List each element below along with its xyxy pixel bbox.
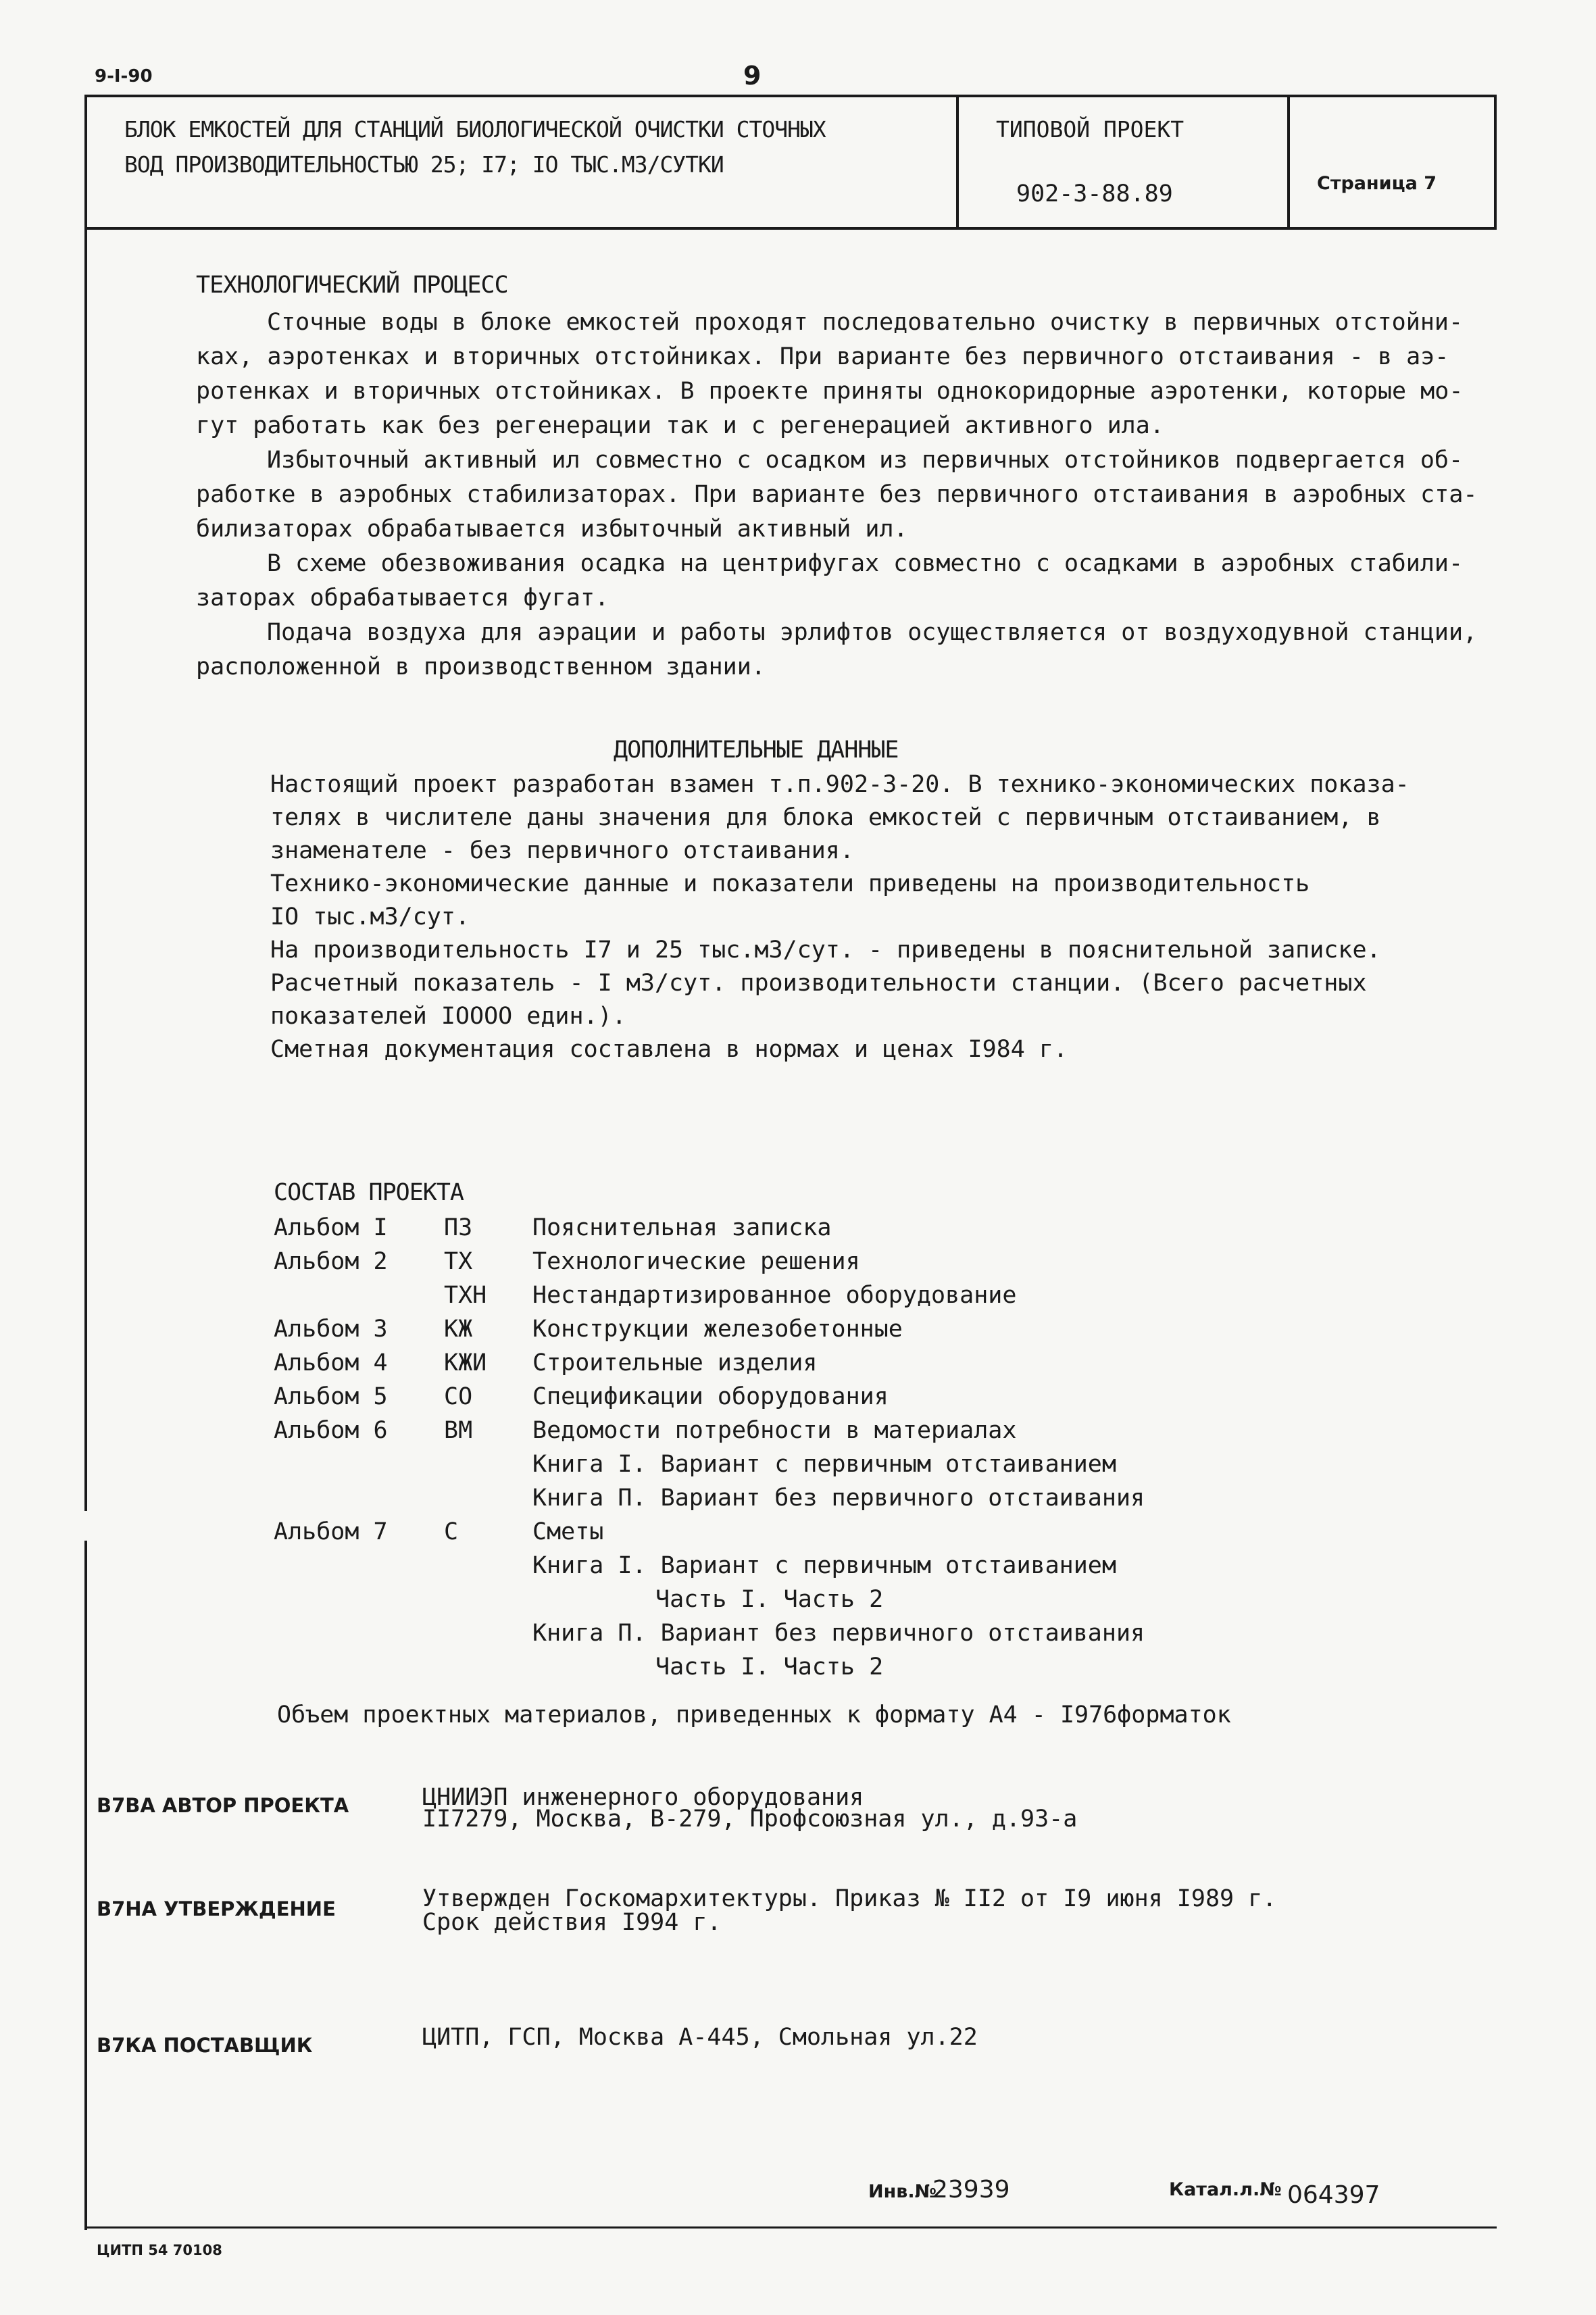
album-description: Книга П. Вариант без первичного отстаивания <box>532 1620 1145 1647</box>
album-description: Пояснительная записка <box>532 1214 832 1241</box>
title-line-2: ВОД ПРОИЗВОДИТЕЛЬНОСТЬЮ 25; I7; IO ТЫС.М3/СУТКИ <box>124 151 724 178</box>
frame-left-line <box>84 227 87 1511</box>
text-line: Сточные воды в блоке емкостей проходят последовательно очистку в первичных отстойни- <box>267 309 1464 336</box>
inventory-number: 23939 <box>932 2176 1010 2204</box>
page-label: Страница 7 <box>1317 173 1437 194</box>
tech-process-text <box>196 305 1477 684</box>
album-code: КЖ <box>444 1316 473 1343</box>
album-code: ТХН <box>444 1282 487 1309</box>
album-description: Книга П. Вариант без первичного отстаивания <box>532 1485 1145 1512</box>
text-line: показателей IOOOO един.). <box>270 1003 626 1030</box>
text-line: ротенках и вторичных отстойниках. В проекте приняты однокоридорные аэротенки, которые мо- <box>196 378 1464 405</box>
text-line: Настоящий проект разработан взамен т.п.902-3-20. В технико-экономических показа- <box>270 771 1410 798</box>
text-line: IO тыс.м3/сут. <box>270 903 470 930</box>
text-line: На производительность I7 и 25 тыс.м3/сут. - приведены в пояснительной записке. <box>270 937 1381 964</box>
album-description: Конструкции железобетонные <box>532 1316 903 1343</box>
album-description: Строительные изделия <box>532 1349 818 1376</box>
album-name: Альбом I <box>274 1214 388 1241</box>
text-line: Избыточный активный ил совместно с осадком из первичных отстойников подвергается об- <box>267 447 1464 474</box>
text-line: знаменателе - без первичного отстаивания. <box>270 837 854 864</box>
text-line: билизаторах обрабатывается избыточный активный ил. <box>196 516 908 543</box>
author-label: В7ВА АВТОР ПРОЕКТА <box>97 1794 349 1817</box>
album-name: Альбом 6 <box>274 1417 388 1444</box>
inventory-label: Инв.№ <box>868 2181 937 2202</box>
volume-line: Объем проектных материалов, приведенных к формату А4 - I976форматок <box>277 1701 1231 1728</box>
album-name: Альбом 5 <box>274 1383 388 1410</box>
project-number: 902-3-88.89 <box>1016 180 1173 207</box>
text-line: ках, аэротенках и вторичных отстойниках. При варианте без первичного отстаивания - в аэ- <box>196 343 1449 370</box>
album-name: Альбом 4 <box>274 1349 388 1376</box>
title-line-1: БЛОК ЕМКОСТЕЙ ДЛЯ СТАНЦИЙ БИОЛОГИЧЕСКОЙ ОЧИСТКИ СТОЧНЫХ <box>124 116 826 143</box>
frame-bottom-line <box>84 2226 1497 2229</box>
approval-label: В7НА УТВЕРЖДЕНИЕ <box>97 1897 336 1920</box>
album-description: Часть I. Часть 2 <box>655 1586 884 1613</box>
album-code: СО <box>444 1383 473 1410</box>
title-block <box>84 95 1497 230</box>
album-description: Книга I. Вариант с первичным отстаиванием <box>532 1552 1116 1579</box>
composition-heading: СОСТАВ ПРОЕКТА <box>274 1179 464 1206</box>
additional-heading: ДОПОЛНИТЕЛЬНЫЕ ДАННЫЕ <box>614 737 899 764</box>
tech-process-heading: ТЕХНОЛОГИЧЕСКИЙ ПРОЦЕСС <box>196 272 508 299</box>
supplier-line-1: ЦИТП, ГСП, Москва А-445, Смольная ул.22 <box>422 2024 978 2051</box>
album-code: ВМ <box>444 1417 473 1444</box>
project-type-label: ТИПОВОЙ ПРОЕКТ <box>996 116 1184 143</box>
album-description: Нестандартизированное оборудование <box>532 1282 1017 1309</box>
album-name: Альбом 2 <box>274 1248 388 1275</box>
text-line: Технико-экономические данные и показатели приведены на производительность <box>270 870 1310 897</box>
album-description: Ведомости потребности в материалах <box>532 1417 1017 1444</box>
album-name: Альбом 7 <box>274 1518 388 1545</box>
album-code: ПЗ <box>444 1214 473 1241</box>
album-description: Спецификации оборудования <box>532 1383 889 1410</box>
text-line: Расчетный показатель - I м3/сут. производительности станции. (Всего расчетных <box>270 970 1367 997</box>
document-code: 9-I-90 <box>95 66 153 86</box>
text-line: гут работать как без регенерации так и с регенерацией активного ила. <box>196 412 1164 439</box>
text-line: телях в числителе даны значения для блока емкостей с первичным отстаиванием, в <box>270 804 1381 831</box>
album-description: Сметы <box>532 1518 604 1545</box>
text-line: расположенной в производственном здании. <box>196 653 766 680</box>
text-line: В схеме обезвоживания осадка на центрифугах совместно с осадками в аэробных стабили- <box>267 550 1464 577</box>
album-description: Часть I. Часть 2 <box>655 1653 884 1681</box>
additional-text <box>270 768 1410 1066</box>
catalog-number: 064397 <box>1287 2181 1380 2209</box>
supplier-label: В7КА ПОСТАВЩИК <box>97 2034 313 2057</box>
text-line: заторах обрабатывается фугат. <box>196 584 609 612</box>
album-name: Альбом 3 <box>274 1316 388 1343</box>
catalog-label: Катал.л.№ <box>1169 2179 1282 2200</box>
approval-line-1: Утвержден Госкомархитектуры. Приказ № II2 от I9 июня I989 г. <box>422 1885 1277 1912</box>
text-line: работке в аэробных стабилизаторах. При варианте без первичного отстаивания в аэробных ста- <box>196 481 1478 508</box>
approval-line-2: Срок действия I994 г. <box>422 1909 722 1936</box>
text-line: Подача воздуха для аэрации и работы эрлифтов осуществляется от воздуходувной станции, <box>267 619 1478 646</box>
author-line-2: II7279, Москва, В-279, Профсоюзная ул., д.93-а <box>422 1806 1078 1833</box>
album-code: ТХ <box>444 1248 473 1275</box>
album-code: КЖИ <box>444 1349 487 1376</box>
print-code: ЦИТП 54 70108 <box>97 2242 222 2258</box>
text-line: Сметная документация составлена в нормах и ценах I984 г. <box>270 1036 1068 1063</box>
album-description: Технологические решения <box>532 1248 860 1275</box>
album-code: С <box>444 1518 459 1545</box>
album-description: Книга I. Вариант с первичным отстаиванием <box>532 1451 1116 1478</box>
frame-left-line-lower <box>84 1541 87 2230</box>
sheet-number: 9 <box>743 61 762 91</box>
author-line-1: ЦНИИЭП инженерного оборудования <box>422 1784 864 1811</box>
